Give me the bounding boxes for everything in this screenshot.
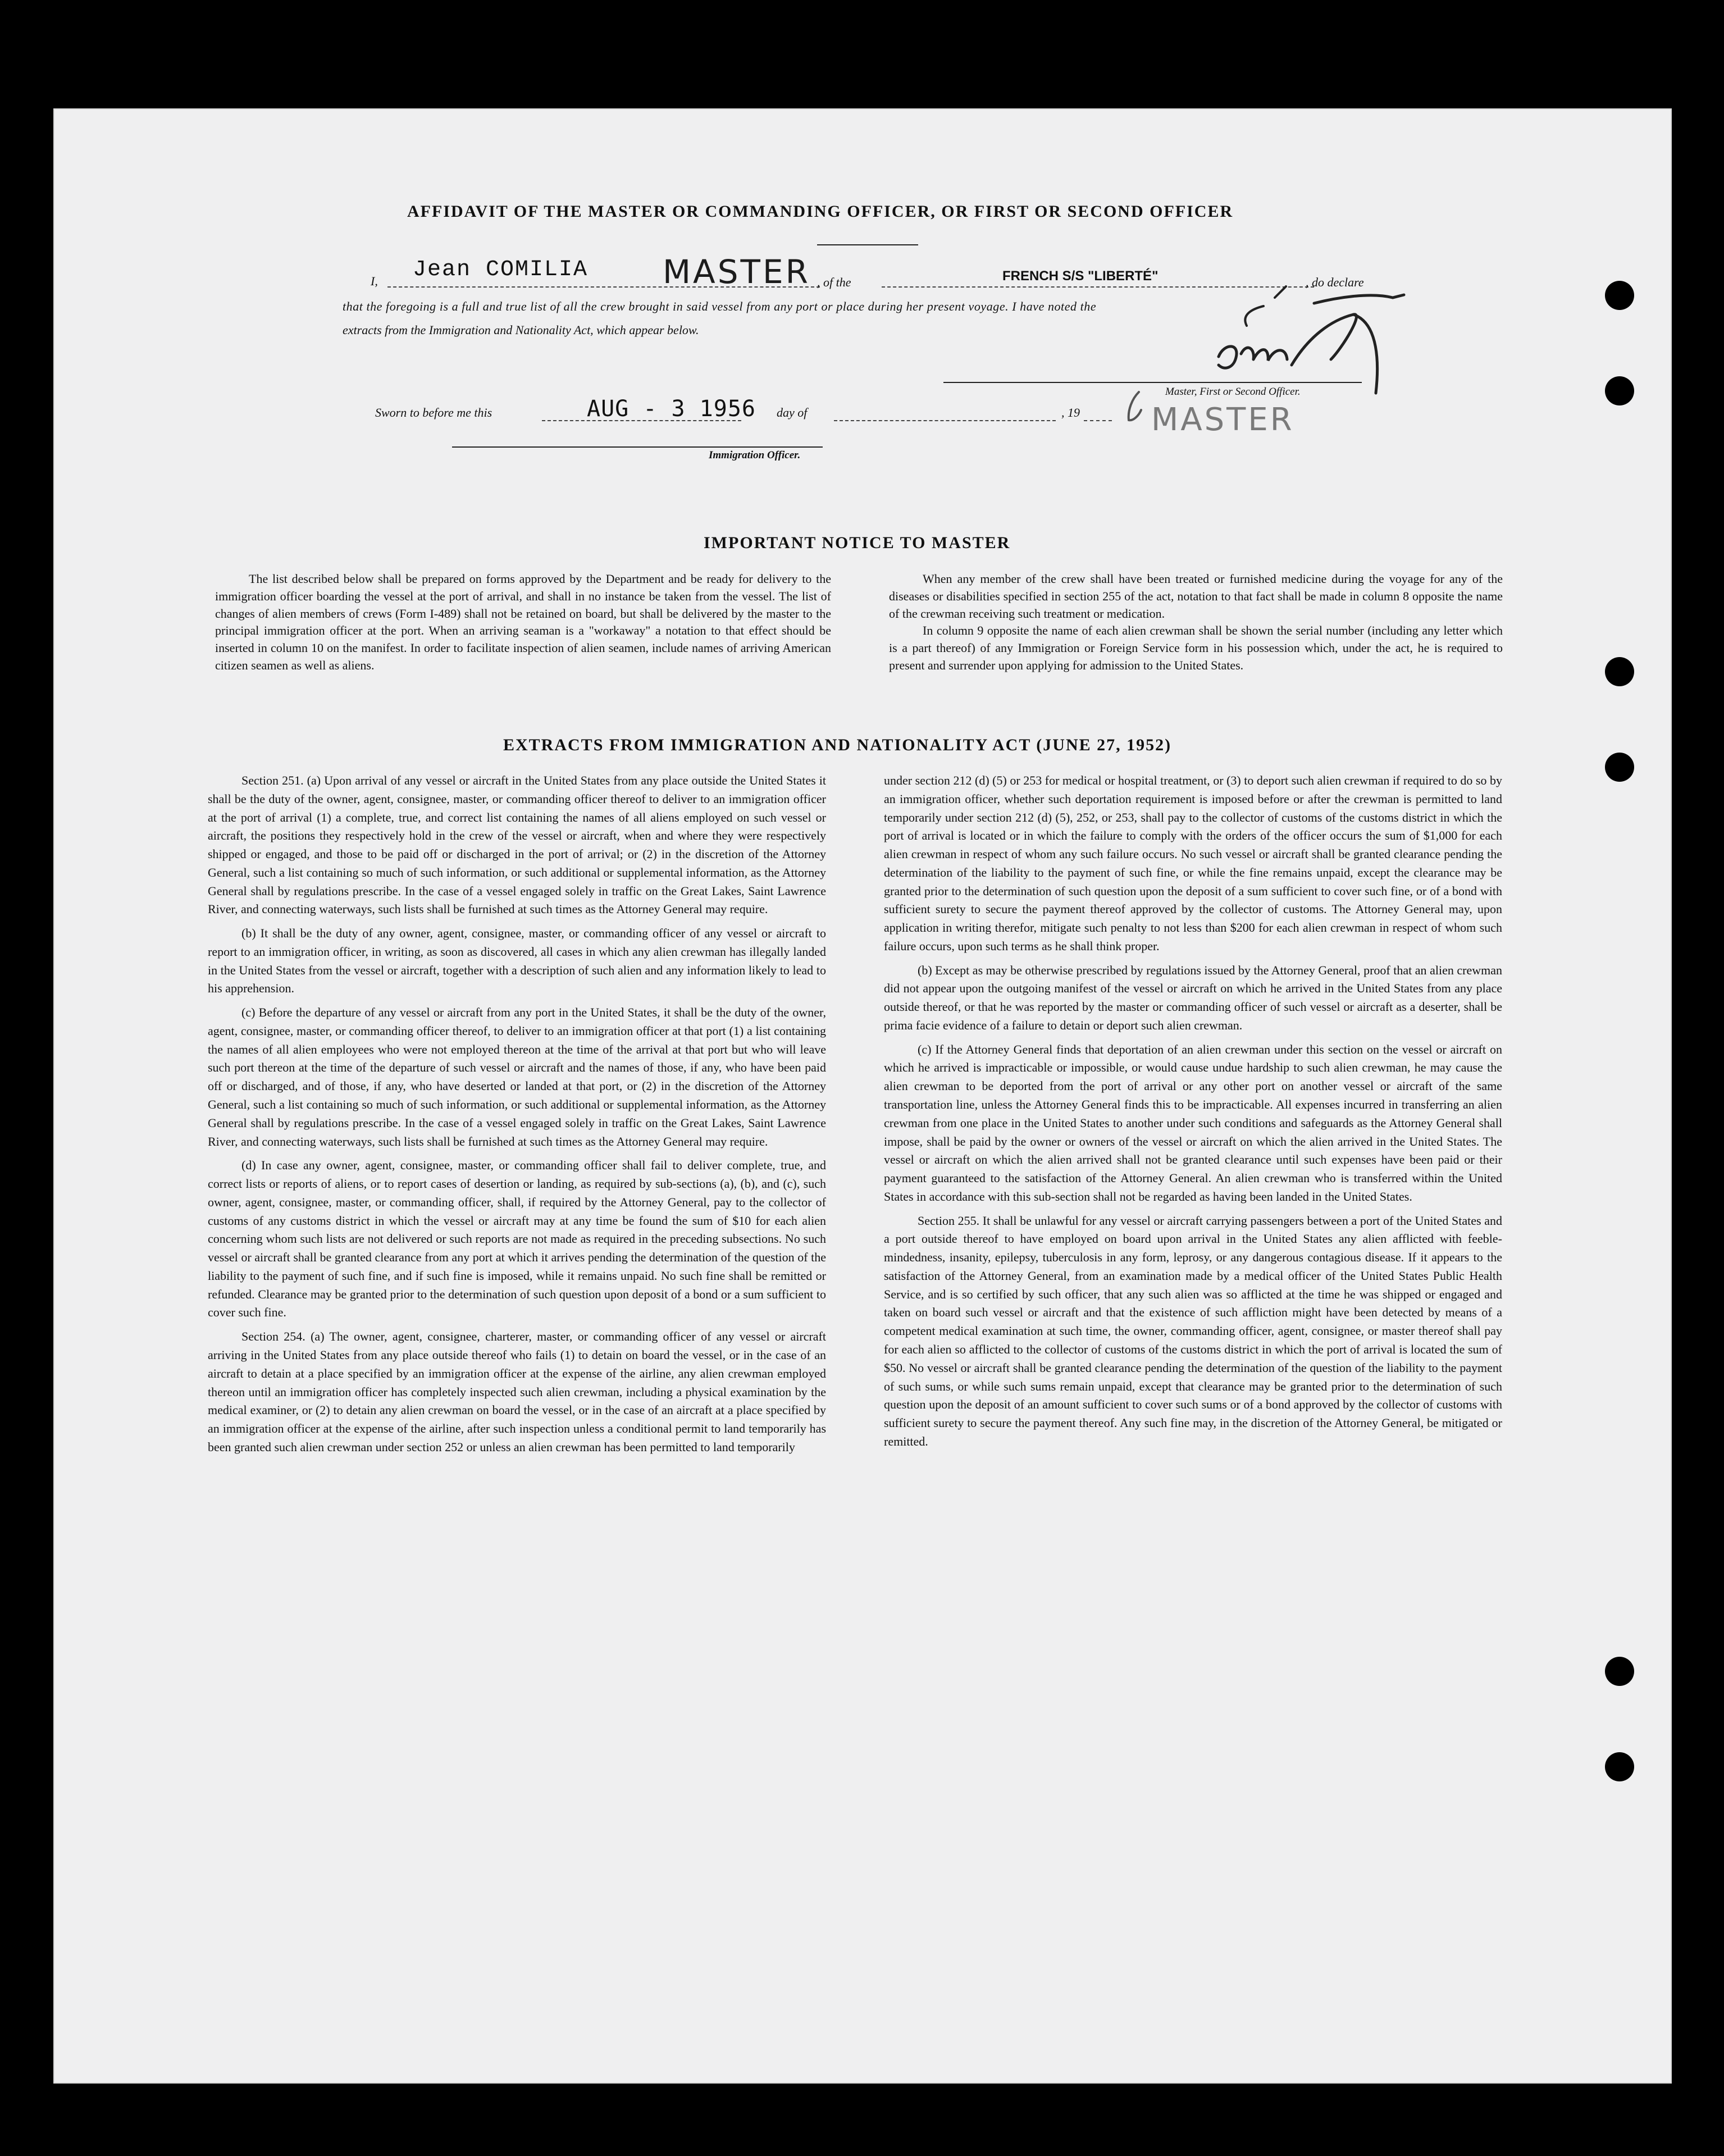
prefix-i: I, [371,274,378,288]
year-prefix: , 19 [1061,405,1080,420]
vessel-name: FRENCH S/S "LIBERTÉ" [1002,268,1159,284]
section-251-b: (b) It shall be the duty of any owner, agent, consignee, master, or commanding officer of any vessel or aircraft to report to an immigration officer, in writing, as soon as discovered, all cases in which any alien crewman has illegally landed in the United States from the vessel or aircraft, together with a description of such alien and any information likely to lead to his apprehension. [208,926,826,996]
notice-right-paragraph-2: In column 9 opposite the name of each alien crewman shall be shown the serial number (including any letter which is a part thereof) of any Immigration or Foreign Service form in his possession which, under the act, he is required to present and surrender upon applying for admission to the United States. [889,623,1503,672]
of-the-label: , of the [817,275,851,289]
section-254-a: Section 254. (a) The owner, agent, consignee, charterer, master, or commanding officer of any vessel or aircraft arriving in the United States from any place outside thereof who fails (1) to detain on board the vessel, or in the case of an aircraft to detain at a place specified by an immigration officer at the expense of the airline, any alien crewman employed thereon until an immigration officer has completely inspected such alien crewman, including a physical examination by the medical examiner, or (2) to detain any alien crewman on board the vessel, or in the case of an aircraft at a place specified by an immigration officer at the expense of the airline, after such inspection unless a conditional permit to land temporarily has been granted such alien crewman under section 252 or unless an alien crewman has been permitted to land temporarily [208,1329,826,1454]
section-254-b: (b) Except as may be otherwise prescribed by regulations issued by the Attorney General, proof that an alien crewman did not appear upon the outgoing manifest of the vessel or aircraft on which he arrived in the United States from any place outside thereof, or that he was reported by the master or commanding officer of such vessel or aircraft as a deserter, shall be prima facie evidence of a failure to detain or deport such alien crewman. [884,963,1502,1032]
extracts-title: EXTRACTS FROM IMMIGRATION AND NATIONALITY ACT (JUNE 27, 1952) [503,736,1172,754]
title-rule [817,244,918,245]
master-rank-stamp: MASTER [663,253,810,291]
extracts-left-column [208,772,826,1462]
section-254-c: (c) If the Attorney General finds that deportation of an alien crewman under this section on the vessel or aircraft on which he arrived is impracticable or impossible, or would cause undue hardship to such alien crewman, he may cause the alien crewman to be deported from the port of arrival or any other port on another vessel or aircraft of the same transportation line, unless the Attorney General finds this to be impracticable. All expenses incurred in transferring an alien crewman from one place in the United States to another under such conditions and safeguards as the Attorney General shall impose, shall be paid by the owner or owners of the vessel or aircraft on which the alien arrived in the United States. The vessel or aircraft on which the alien arrived shall not be granted clearance until such expenses have been paid or their payment guaranteed to the satisfaction of the Attorney General. An alien crewman who is transferred within the United States in accordance with this sub-section shall not be regarded as having been landed in the United States. [884,1042,1502,1204]
affidavit-title: AFFIDAVIT OF THE MASTER OR COMMANDING OFFICER, OR FIRST OR SECOND OFFICER [407,202,1234,221]
notice-left-text: The list described below shall be prepared on forms approved by the Department and be ready for delivery to the immigration officer boarding the vessel at the port of arrival, and shall in no instance be taken from the vessel. The list of changes of alien members of crews (Form I-489) shall not be retained on board, but shall be delivered by the master to the principal immigration officer at the port. When an arriving seaman is a "workaway" a notation to that effect should be inserted in column 10 on the manifest. In order to facilitate inspection of alien seamen, include names of arriving American citizen seamen as well as aliens. [215,572,831,672]
sworn-date-stamp: AUG - 3 1956 [587,396,756,422]
master-name: Jean COMILIA [413,257,589,282]
officer-caption: Immigration Officer. [709,449,801,461]
punch-hole [1605,657,1634,686]
sworn-label: Sworn to before me this [375,405,492,420]
section-251-c: (c) Before the departure of any vessel or aircraft from any port in the United States, it shall be the duty of the owner, agent, consignee, master, or commanding officer thereof, to deliver to an immigration officer at that port (1) a list containing the names of all alien employees who were not employed thereon at the time of the arrival at that port but who will leave such port thereon at the time of the departure of such vessel or aircraft and the names of those, if any, who have been paid off or discharged, and of those, if any, who have deserted or landed at that port, or (2) in the discretion of the Attorney General, such a list containing so much of such information, or such additional or supplemental information, as the Attorney General shall by regulations prescribe. In the case of a vessel engaged solely in traffic on the Great Lakes, Saint Lawrence River, and connecting waterways, such lists shall be furnished at such times as the Attorney General may require. [208,1005,826,1148]
day-of-label: day of [777,405,808,420]
declaration-line-2: extracts from the Immigration and Nationality Act, which appear below. [343,323,699,337]
section-255: Section 255. It shall be unlawful for any vessel or aircraft carrying passengers between a port of the United States and a port outside thereof to have employed on board upon arrival in the United States any alien afflicted with feeble-mindedness, insanity, epilepsy, tuberculosis in any form, leprosy, or any dangerous contagious disease. If it appears to the satisfaction of the Attorney General, from an examination made by a medical officer of the United States Public Health Service, and is so certified by such officer, that any such alien was so afflicted at the time he was shipped or engaged and taken on board such vessel or aircraft and that the existence of such affliction might have been detected by means of a competent medical examination at such time, the owner, commanding officer, agent, consignee, or master thereof shall pay for each alien so afflicted to the collector of customs of the customs district in which the port of arrival is located the sum of $50. No vessel or aircraft shall be granted clearance pending the determination of the question of the liability to the payment of such sums, or while such sums remain unpaid, except that clearance may be granted prior to the determination of such question upon the deposit of an amount sufficient to cover such sums or of a bond approved by the collector of customs with sufficient surety to secure the payment thereof. Any such fine may, in the discretion of the Attorney General, be mitigated or remitted. [884,1213,1502,1448]
punch-hole [1605,1657,1634,1686]
signer-rank-stamp: MASTER [1151,402,1294,438]
month-underline [834,420,1056,421]
handwritten-mark [1122,388,1156,427]
year-underline [1084,420,1112,421]
declaration-line-1: that the foregoing is a full and true list of all the crew brought in said vessel from any port or place during her present voyage. I have noted the [343,299,1097,313]
name-underline [387,286,820,288]
officer-signature-line [452,446,823,448]
do-declare-label: , do declare [1306,275,1364,289]
section-254-a-continued: under section 212 (d) (5) or 253 for medical or hospital treatment, or (3) to deport such alien crewman if required to do so by an immigration officer, whether such deportation requirement is imposed before or after the crewman is permitted to land temporarily under section 212 (d) (5), 252, or 253, shall pay to the collector of customs of the customs district in which the port of arrival is located or in which the failure to comply with the orders of the officer occurs the sum of $1,000 for each alien crewman in respect of whom any such failure occurs. No such vessel or aircraft shall be granted clearance pending the determination of the liability to the payment of such fine, or while the fine remains unpaid, except the clearance may be granted prior to the determination of such question upon the deposit of a sum sufficient to cover such fine, or of a bond with sufficient surety to secure the payment thereof approved by the collector of customs. The Attorney General may, upon application in writing therefor, mitigate such penalty to not less than $200 for each alien crewman in respect of whom such failure occurs, upon such terms as he shall think proper. [884,773,1502,953]
notice-title: IMPORTANT NOTICE TO MASTER [704,534,1011,552]
punch-hole [1605,753,1634,782]
punch-hole [1605,376,1634,405]
punch-hole [1605,1752,1634,1781]
punch-hole [1605,281,1634,310]
signer-caption: Master, First or Second Officer. [1165,386,1301,398]
section-251-a: Section 251. (a) Upon arrival of any vessel or aircraft in the United States from any place outside the United States it shall be the duty of the owner, agent, consignee, master, or commanding officer thereof to deliver to an immigration officer at the port of arrival (1) a complete, true, and correct list containing the names of all aliens employed on such vessel or aircraft, the positions they respectively hold in the crew of the vessel or aircraft, when and where they were respectively shipped or engaged, and those to be paid off or discharged in the port of arrival; or (2) in the discretion of the Attorney General, such a list containing so much of such information, or such additional or supplemental information, as the Attorney General shall by regulations prescribe. In the case of a vessel engaged solely in traffic on the Great Lakes, Saint Lawrence River, and connecting waterways, such lists shall be furnished at such times as the Attorney General may require. [208,773,826,917]
notice-right-paragraph-1: When any member of the crew shall have been treated or furnished medicine during the voyage for any of the diseases or disabilities specified in section 255 of the act, notation to that fact shall be made in column 8 opposite the name of the crewman receiving such treatment or medication. [889,572,1503,621]
section-251-d: (d) In case any owner, agent, consignee, master, or commanding officer shall fail to deliver complete, true, and correct lists or reports of aliens, or to report cases of desertion or landing, as required by sub-sections (a), (b), and (c), such owner, agent, consignee, master, or commanding officer, shall, if required by the Attorney General, pay to the collector of customs of any customs district in which the vessel or aircraft may at any time be found the sum of $10 for each alien concerning whom such lists are not delivered or such reports are not made as required in the preceding subsections. No such vessel or aircraft shall be granted clearance from any port at which it arrives pending the determination of the question of the liability to the payment of such fine, and if such fine is imposed, while it remains unpaid. No such fine shall be remitted or refunded. Clearance may be granted prior to the determination of such question upon deposit of a bond or a sum sufficient to cover such fine. [208,1158,826,1320]
signature-line [943,382,1362,383]
extracts-right-column [884,772,1502,1457]
date-underline [542,420,741,421]
notice-right-column [889,571,1503,674]
notice-left-paragraph [215,571,831,674]
